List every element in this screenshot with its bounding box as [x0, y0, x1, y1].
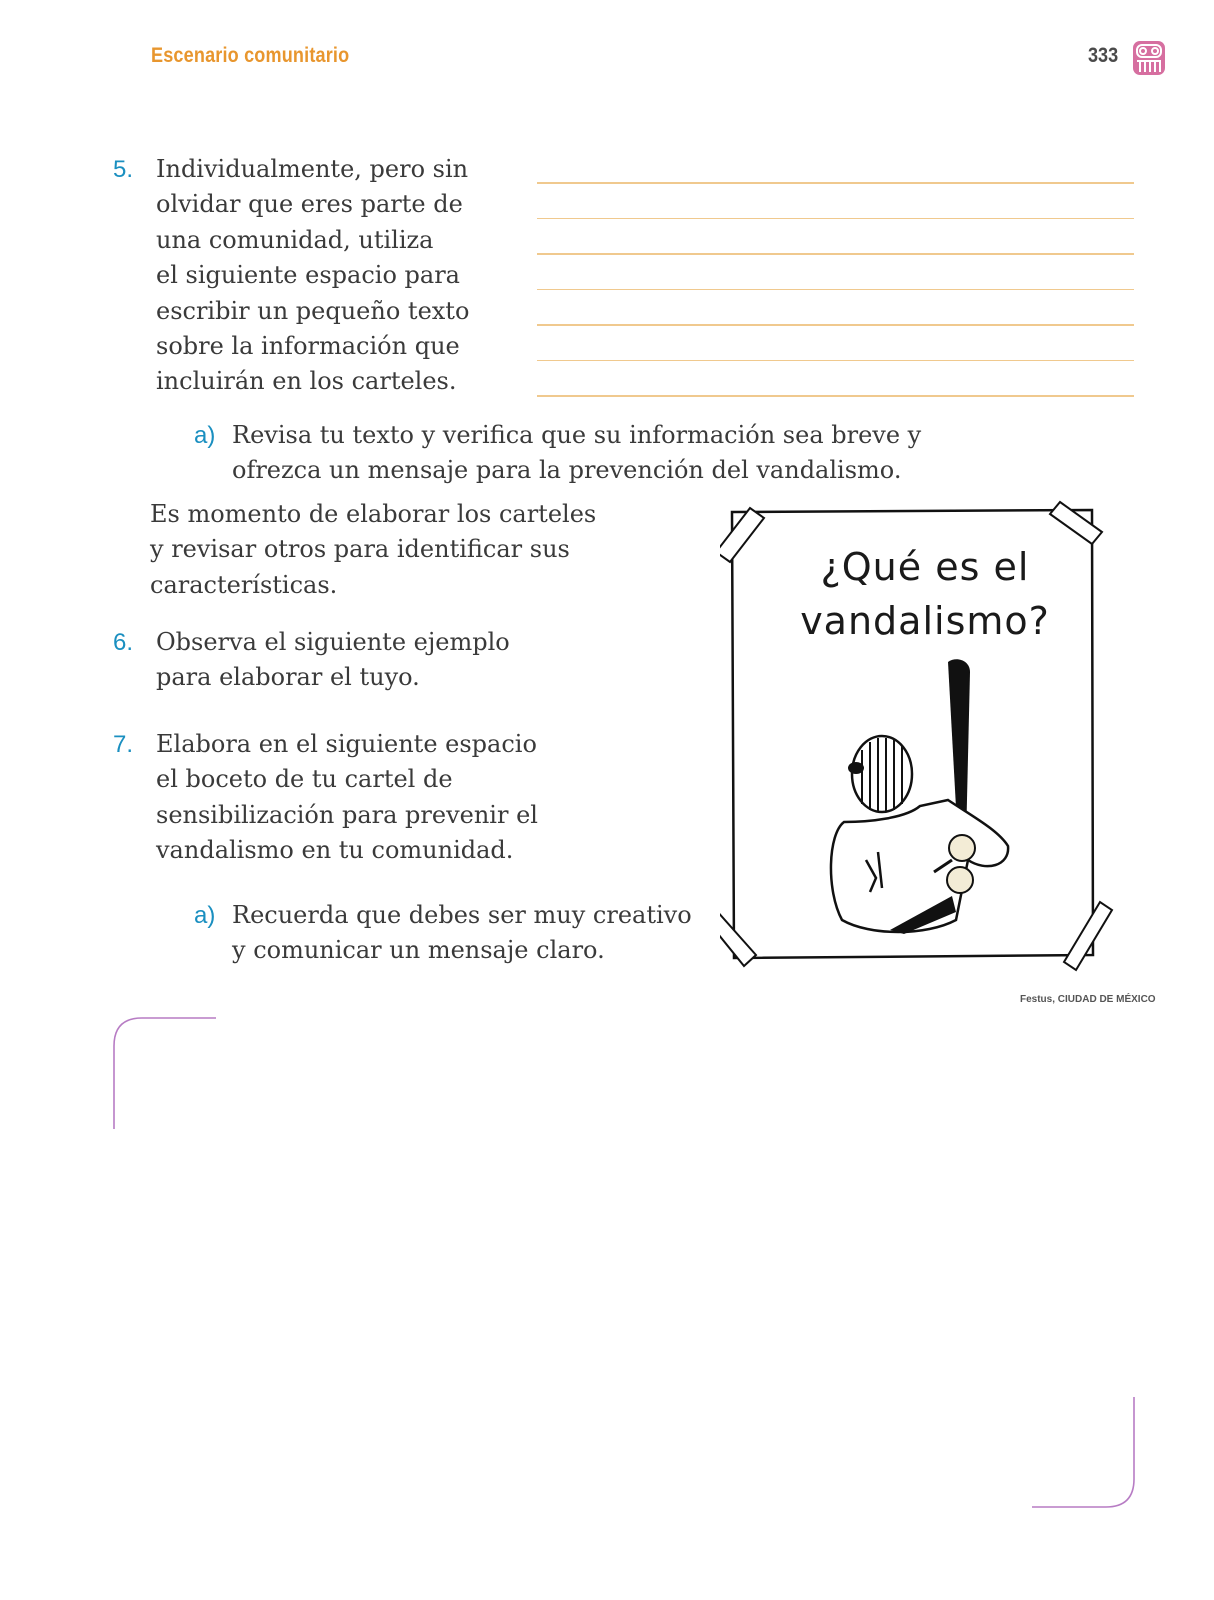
drawing-area-corner-bottom-right	[1026, 1395, 1136, 1510]
activity-7a	[194, 898, 714, 970]
activity-5a	[194, 418, 954, 490]
poster-illustration	[720, 500, 1130, 990]
activity-5	[113, 152, 513, 402]
intro-paragraph: Es momento de elaborar los carteles y revisar otros para identificar sus características.	[150, 500, 597, 599]
writing-line[interactable]	[537, 395, 1134, 397]
activity-5a-letter: a)	[194, 422, 216, 449]
writing-line[interactable]	[537, 360, 1134, 362]
activity-5-text: Individualmente, pero sin olvidar que eres parte de una comunidad, utiliza el siguiente espacio para escribir un pequeño texto sobre la información que incluirán en los carteles.	[156, 155, 470, 396]
activity-7-number: 7.	[113, 731, 134, 758]
activity-5a-text: Revisa tu texto y verifica que su información sea breve y ofrezca un mensaje para la prevención del vandalismo.	[232, 421, 922, 485]
activity-6-text: Observa el siguiente ejemplo para elaborar el tuyo.	[156, 628, 510, 692]
writing-line[interactable]	[537, 324, 1134, 326]
activity-7a-letter: a)	[194, 902, 216, 929]
activity-7-text: Elabora en el siguiente espacio el boceto de tu cartel de sensibilización para prevenir el vandalismo en tu comunidad.	[156, 730, 538, 865]
poster-title-line-2: vandalismo?	[800, 599, 1050, 643]
poster-title-line-1: ¿Qué es el	[820, 545, 1030, 589]
activity-7	[113, 727, 593, 872]
page-number: 333	[1088, 44, 1119, 67]
aztec-glyph-icon	[1132, 40, 1166, 76]
activity-6	[113, 625, 563, 697]
activity-6-number: 6.	[113, 629, 134, 656]
writing-line[interactable]	[537, 218, 1134, 220]
writing-line[interactable]	[537, 253, 1134, 255]
image-credit: Festus, CIUDAD DE MÉXICO	[1020, 994, 1156, 1005]
activity-7a-text: Recuerda que debes ser muy creativo y comunicar un mensaje claro.	[232, 901, 692, 965]
activity-5-number: 5.	[113, 156, 134, 183]
writing-lines[interactable]	[537, 182, 1134, 431]
writing-line[interactable]	[537, 289, 1134, 291]
writing-line[interactable]	[537, 182, 1134, 184]
drawing-area-corner-top-left	[112, 1016, 222, 1131]
section-title: Escenario comunitario	[151, 44, 350, 67]
